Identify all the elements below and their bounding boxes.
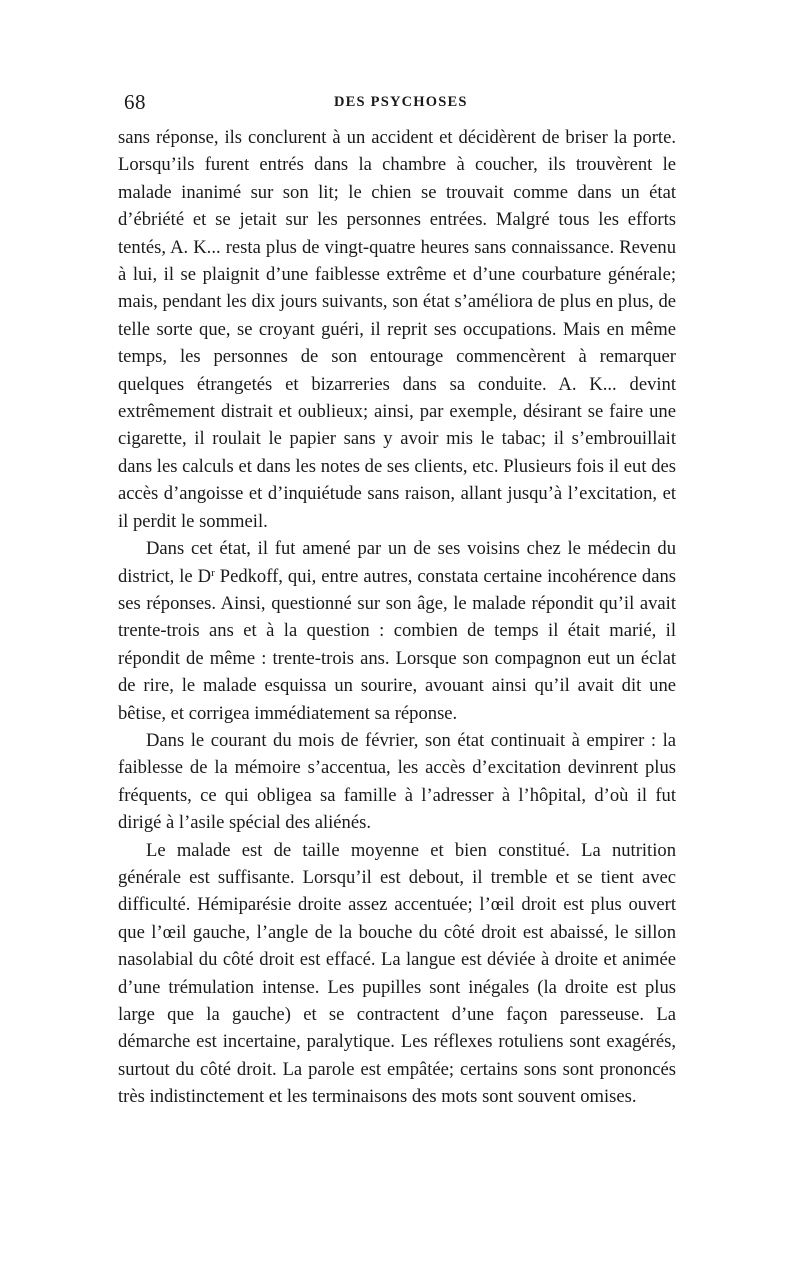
page-number: 68: [124, 90, 146, 114]
body-text: [118, 124, 676, 1111]
running-head: [120, 90, 680, 118]
paragraph-february: Dans le courant du mois de février, son état continuait à empirer : la faiblesse de la mémoire s’accentua, les accès d’excitation devinrent plus fréquents, ce qui obligea sa famille à l’adresser à l’hôpital, d’où il fut dirigé à l’asile spécial des aliénés.: [118, 729, 676, 834]
paragraph-examination: Le malade est de taille moyenne et bien constitué. La nutrition générale est suffisante. Lorsqu’il est debout, il tremble et se tient avec difficulté. Hémiparésie droite assez accentuée; l’œil droit est plus ouvert que l’œil gauche, l’angle de la bouche du côté droit est abaissé, le sillon nasolabial du côté droit est effacé. La langue est déviée à droite et animée d’une trémulation intense. Les pupilles sont inégales (la droite est plus large que la gauche) et se contractent d’une façon paresseuse. La démarche est incertaine, paralytique. Les réflexes rotuliens sont exagérés, surtout du côté droit. La parole est empâtée; certains sons sont prononcés très indistinctement et les terminaisons des mots sont souvent omises.: [118, 839, 676, 1108]
paragraph-text-before-superscript: Dans cet état, il fut amené par un de ses voisins chez le médecin du district, le D: [118, 538, 676, 587]
paragraph-district-doctor: [118, 535, 676, 727]
paragraph-continuation: sans réponse, ils conclurent à un accident et décidèrent de briser la porte. Lorsqu’ils furent entrés dans la chambre à coucher, ils trouvèrent le malade inanimé sur son lit; le chien se trouvait comme dans un état d’ébriété et se jetait sur les personnes entrées. Malgré tous les efforts tentés, A. K... resta plus de vingt-quatre heures sans connaissance. Revenu à lui, il se plaignit d’une faiblesse extrême et d’une courbature générale; mais, pendant les dix jours suivants, son état s’améliora de plus en plus, de telle sorte que, se croyant guéri, il reprit ses occupations. Mais en même temps, les personnes de son entourage commencèrent à remarquer quelques étrangetés et bizarreries dans sa conduite. A. K... devint extrêmement distrait et oublieux; ainsi, par exemple, désirant se faire une cigarette, il roulait le papier sans y avoir mis le tabac; il s’embrouillait dans les calculs et dans les notes de ses clients, etc. Plusieurs fois il eut des accès d’angoisse et d’inquiétude sans raison, allant jusqu’à l’excitation, et il perdit le sommeil.: [118, 127, 676, 532]
running-title: DES PSYCHOSES: [334, 94, 468, 110]
doctor-abbreviation-superscript: r: [211, 566, 215, 579]
paragraph-text-after-superscript: Pedkoff, qui, entre autres, constata certaine incohérence dans ses réponses. Ainsi, questionné sur son âge, le malade répondit qu’il avait trente-trois ans et à la question : combien de temps il était marié, il répondit de même : trente-trois ans. Lorsque son compagnon eut un éclat de rire, le malade esquissa un sourire, avouant ainsi qu’il avait dit une bêtise, et corrigea immédiatement sa réponse.: [118, 565, 677, 724]
